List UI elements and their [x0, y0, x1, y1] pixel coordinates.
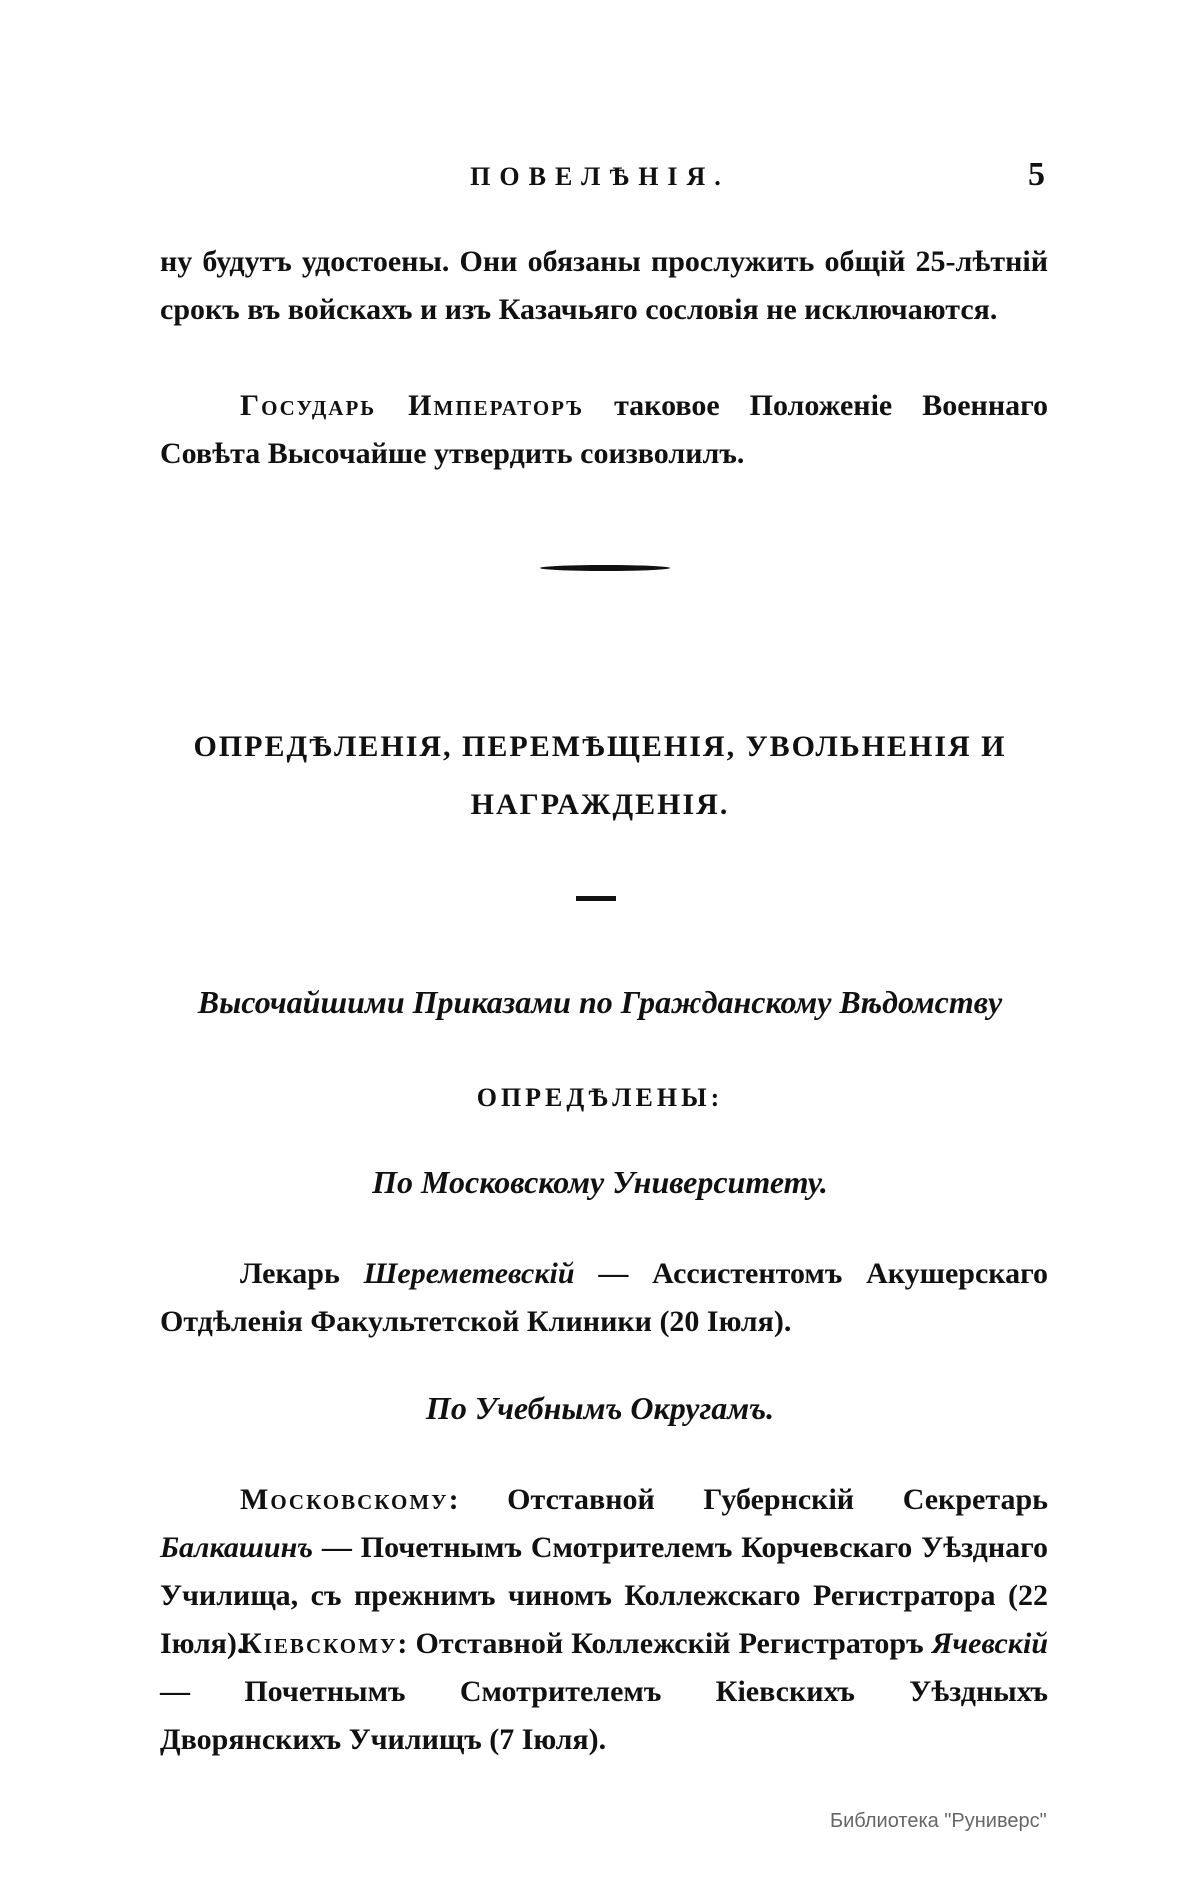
- entry-text: — Почетнымъ Смотрителемъ Корчевскаго Уѣзднаго Училища, съ прежнимъ чиномъ Коллежскаго Регистратора (22 Іюля).: [160, 1531, 1048, 1660]
- section-heading-line2: НАГРАЖДЕНІЯ.: [470, 788, 730, 821]
- approval-text: таковое Положеніе Военнаго Совѣта Высочайше утвердить соизволилъ.: [160, 389, 1048, 470]
- districts-title: По Учебнымъ Округамъ.: [425, 1390, 775, 1426]
- paragraph-approval: [160, 382, 1048, 478]
- entry-lead: Лекарь: [240, 1257, 364, 1290]
- section-subtitle: Высочайшими Приказами по Гражданскому Вѣдомству: [197, 984, 1003, 1020]
- moscow-university-entry: [160, 1250, 1048, 1346]
- ornamental-rule: [540, 565, 670, 571]
- library-watermark: Библиотека "Руниверс": [830, 1810, 1047, 1832]
- emperor-title: Государь Императоръ: [240, 389, 585, 422]
- entry-text: : Отставной Губернскій Секретарь: [448, 1483, 1048, 1516]
- moscow-university-title: По Московскому Университету.: [372, 1164, 828, 1200]
- entry-text: : Отставной Коллежскій Регистраторъ: [397, 1627, 932, 1660]
- page-number: 5: [1028, 156, 1045, 193]
- paragraph-service-term: ну будутъ удостоены. Они обязаны прослужить общій 25-лѣтній срокъ въ войскахъ и изъ Казачьяго сословія не исключаются.: [160, 245, 1048, 326]
- entry-text: — Ассистентомъ Акушерскаго Отдѣленія Факультетской Клиники (20 Іюля).: [160, 1257, 1049, 1338]
- section-heading-line1: ОПРЕДѢЛЕНІЯ, ПЕРЕМѢЩЕНІЯ, УВОЛЬНЕНІЯ И: [193, 730, 1007, 763]
- district-name: Кіевскому: [240, 1627, 398, 1660]
- running-head: ПОВЕЛѢНІЯ.: [470, 162, 730, 191]
- person-name: Балкашинъ: [160, 1531, 314, 1564]
- district-name: Московскому: [240, 1483, 449, 1516]
- section-label: ОПРЕДѢЛЕНЫ:: [476, 1083, 724, 1112]
- kiev-district-entry: [160, 1620, 1048, 1764]
- section-dash: [576, 896, 616, 901]
- entry-text: — Почетнымъ Смотрителемъ Кіевскихъ Уѣздныхъ Дворянскихъ Училищъ (7 Іюля).: [160, 1675, 1048, 1756]
- person-name: Шереметевскій: [363, 1257, 575, 1290]
- person-name: Ячевскій: [931, 1627, 1048, 1660]
